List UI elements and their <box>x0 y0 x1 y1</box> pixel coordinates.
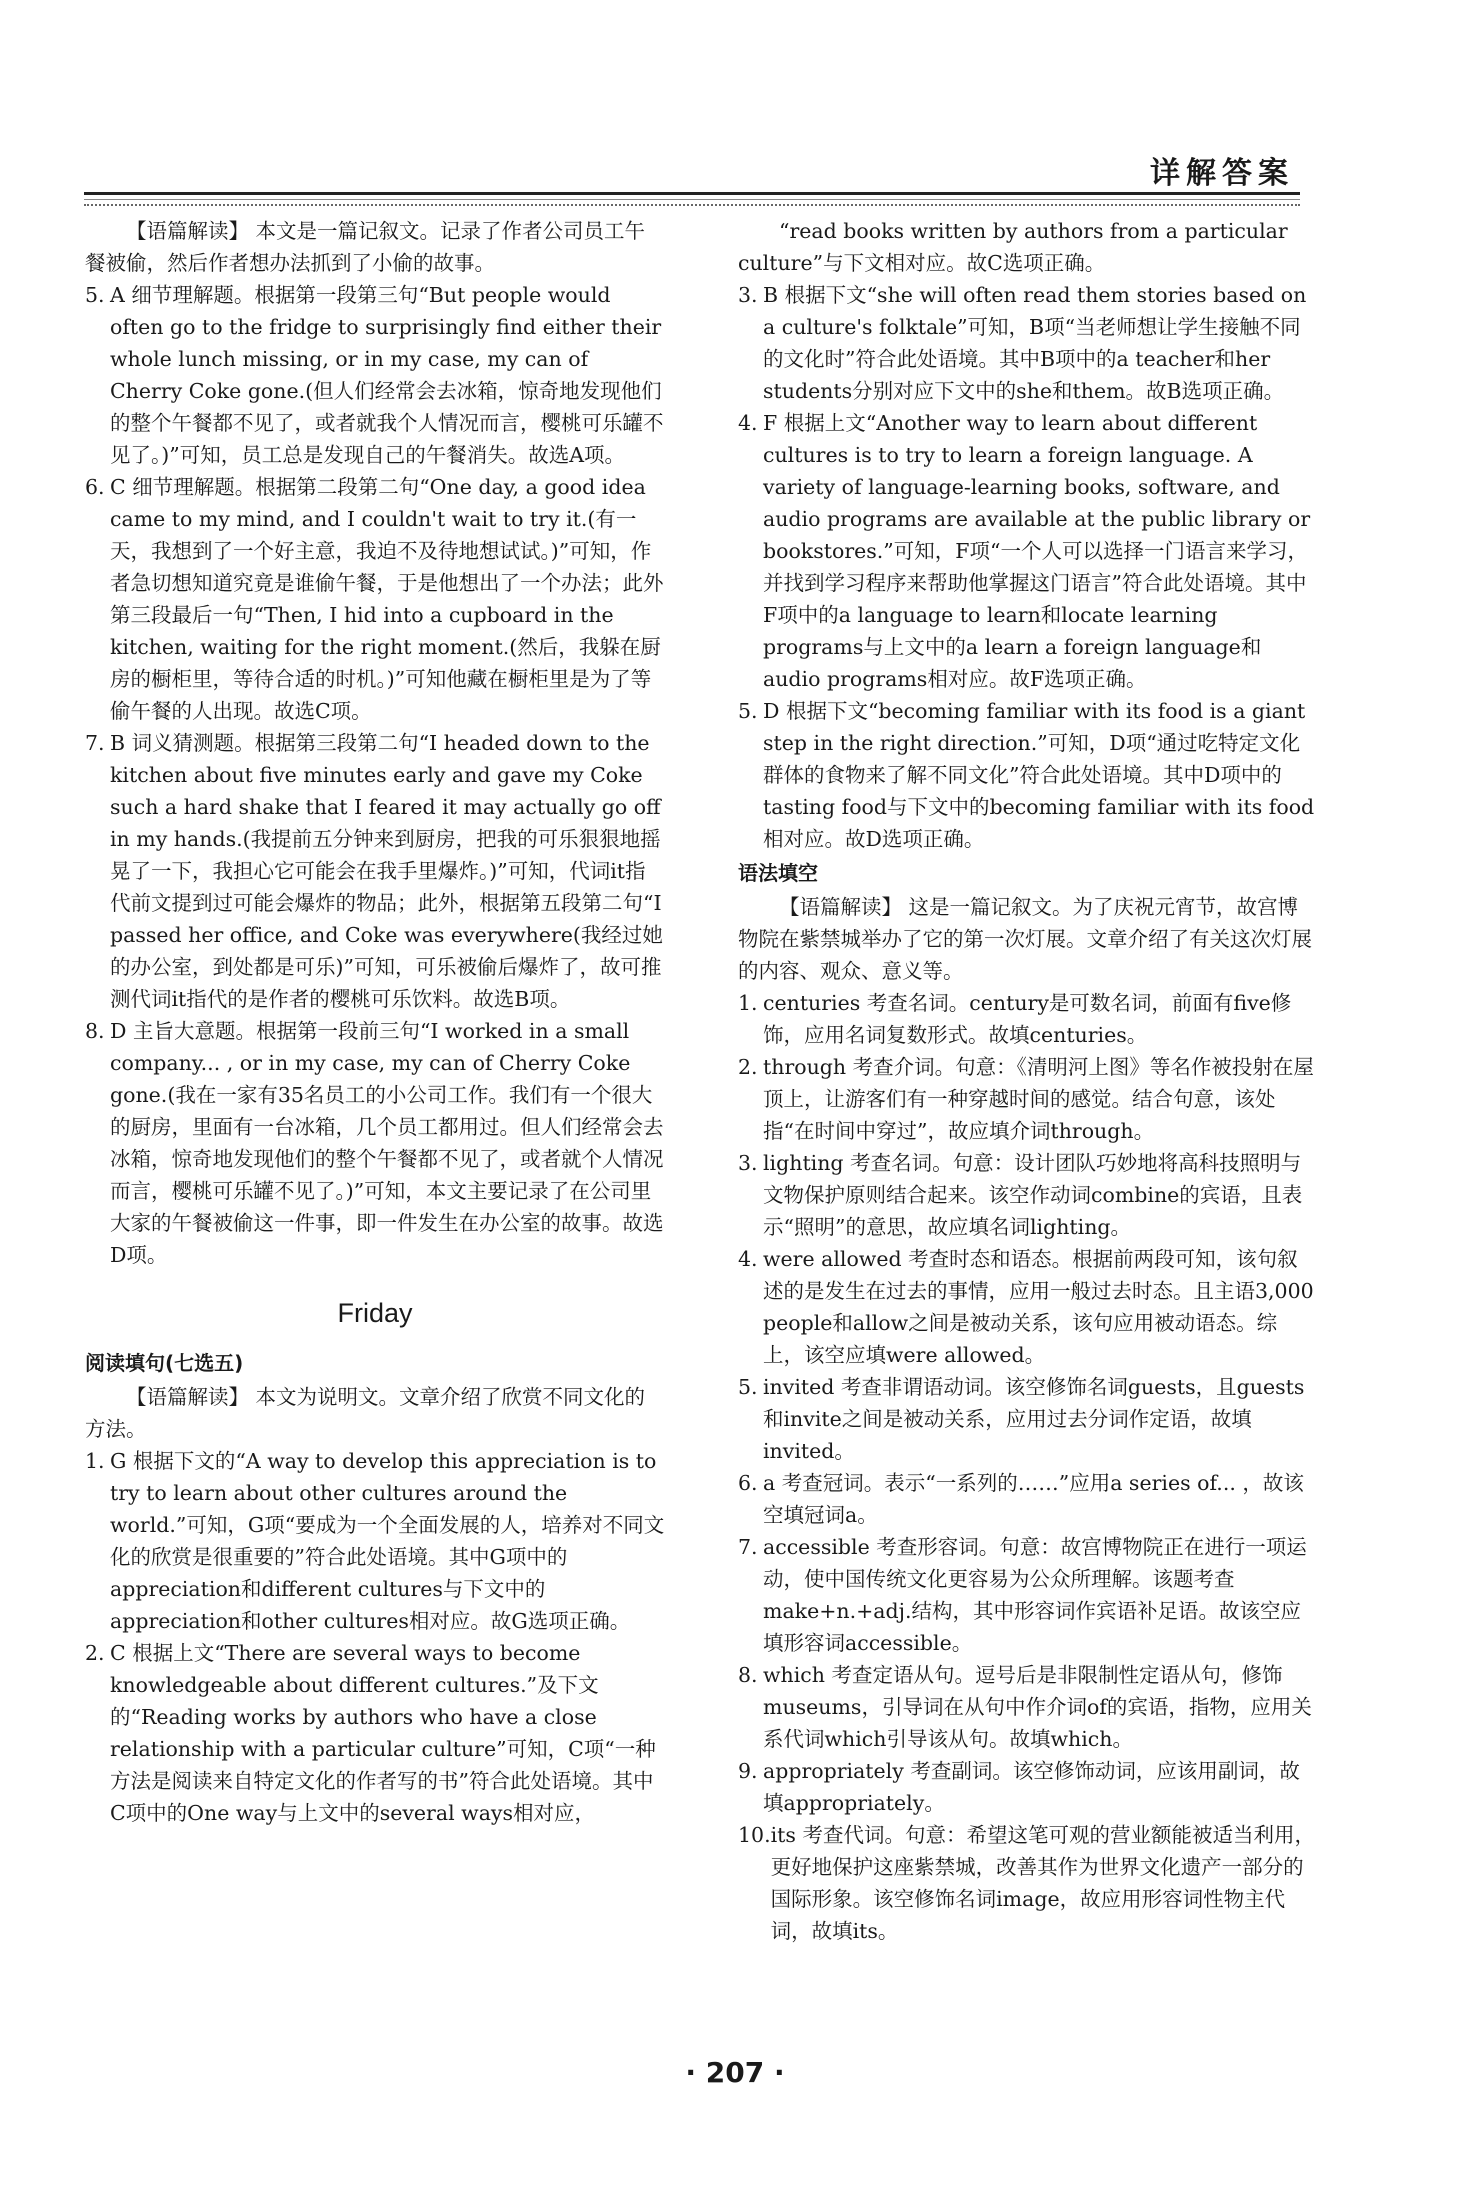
item-explanation: invited 考查非谓语动词。该空修饰名词guests，且guests和invite之间是被动关系，应用过去分词作定语，故填invited。 <box>763 1375 1305 1463</box>
item-explanation: were allowed 考查时态和语态。根据前两段可知，该句叙述的是发生在过去的事情，应用一般过去时态。且主语3,000 people和allow之间是被动关系，该句应用被动语态。综上，该空应填were allowed。 <box>763 1247 1314 1367</box>
answer-item <box>738 1531 1318 1659</box>
header-rule-thin <box>84 199 1300 200</box>
item-number: 9. <box>738 1759 758 1783</box>
item-explanation: B 根据下文“she will often read them stories based on a culture's folktale”可知，B项“当老师想让学生接触不同的文化时”符合此处语境。其中B项中的a teacher和her students分别对应下文中的she和them。故B选项正确。 <box>763 283 1307 403</box>
answer-list <box>85 279 665 1271</box>
item-explanation: D 主旨大意题。根据第一段前三句“I worked in a small company... , or in my case, my can of Cherry Coke gone.(我在一家有35名员工的小公司工作。我们有一个很大的厨房，里面有一台冰箱，几个员工都用过。但人们经常会去冰箱，惊奇地发现他们的整个午餐都不见了，或者就个人情况而言，樱桃可乐罐不见了。)”可知，本文主要记录了在公司里大家的午餐被偷这一件事，即一件发生在办公室的故事。故选D项。 <box>110 1019 664 1267</box>
item-explanation: accessible 考查形容词。句意：故宫博物院正在进行一项运动，使中国传统文化更容易为公众所理解。该题考查make+n.+adj.结构，其中形容词作宾语补足语。故该空应填形容词accessible。 <box>763 1535 1307 1655</box>
item-explanation: centuries 考查名词。century是可数名词，前面有five修饰，应用名词复数形式。故填centuries。 <box>763 991 1292 1047</box>
day-heading-friday: Friday <box>337 1298 413 1328</box>
item-number: 5. <box>738 699 758 723</box>
answer-item <box>85 1445 665 1637</box>
header-rule <box>84 192 1300 195</box>
item-number: 7. <box>738 1535 758 1559</box>
item-explanation: through 考查介词。句意：《清明河上图》等名作被投射在屋顶上，让游客们有一种穿越时间的感觉。结合句意，该处指“在时间中穿过”，故应填介词through。 <box>763 1055 1314 1143</box>
header-dotted-rule <box>84 204 1300 210</box>
item-explanation: D 根据下文“becoming familiar with its food is a giant step in the right direction.”可知，D项“通过吃特定文化群体的食物来了解不同文化”符合此处语境。其中D项中的tasting food与下文中的becoming familiar with its food相对应。故D选项正确。 <box>763 699 1315 851</box>
answer-item <box>85 1637 665 1829</box>
answer-item <box>85 727 665 1015</box>
item-explanation: G 根据下文的“A way to develop this appreciation is to try to learn about other cultures around the world.”可知，G项“要成为一个全面发展的人，培养对不同文化的欣赏是很重要的”符合此处语境。其中G项中的appreciation和different cultures与下文中的appreciation和other cultures相对应。故G选项正确。 <box>110 1449 665 1633</box>
answer-item <box>738 279 1318 407</box>
answer-list <box>85 1445 665 1829</box>
item-explanation: its 考查代词。句意：希望这笔可观的营业额能被适当利用，更好地保护这座紫禁城，改善其作为世界文化遗产一部分的国际形象。该空修饰名词image，故应用形容词性物主代词，故填its。 <box>770 1823 1315 1943</box>
answer-item <box>738 1467 1318 1531</box>
left-column <box>85 215 665 1829</box>
item-number: 8. <box>85 1019 105 1043</box>
item-number: 4. <box>738 411 758 435</box>
answer-item <box>738 1243 1318 1371</box>
answer-list <box>738 279 1318 855</box>
item-explanation: C 细节理解题。根据第二段第二句“One day, a good idea came to my mind, and I couldn't wait to try it.(有一天，我想到了一个好主意，我迫不及待地想试试。)”可知，作者急切想知道究竟是谁偷午餐，于是他想出了一个办法；此外第三段最后一句“Then, I hid into a cupboard in the kitchen, waiting for the right moment.(然后，我躲在厨房的橱柜里，等待合适的时机。)”可知他藏在橱柜里是为了等偷午餐的人出现。故选C项。 <box>110 475 664 723</box>
item-number: 7. <box>85 731 105 755</box>
item-number: 4. <box>738 1247 758 1271</box>
item-explanation: A 细节理解题。根据第一段第三句“But people would often go to the fridge to surprisingly find either their whole lunch missing, or in my case, my can of Cherry Coke gone.(但人们经常会去冰箱，惊奇地发现他们的整个午餐都不见了，或者就我个人情况而言，樱桃可乐罐不见了。)”可知，员工总是发现自己的午餐消失。故选A项。 <box>110 283 664 467</box>
item-number: 6. <box>738 1471 758 1495</box>
item-explanation: B 词义猜测题。根据第三段第二句“I headed down to the kitchen about five minutes early and gave my Coke such a hard shake that I feared it may actually go off in my hands.(我提前五分钟来到厨房，把我的可乐狠狠地摇晃了一下，我担心它可能会在我手里爆炸。)”可知，代词it指代前文提到过可能会爆炸的物品；此外，根据第五段第二句“I passed her office, and Coke was everywhere(我经过她的办公室，到处都是可乐)”可知，可乐被偷后爆炸了，故可推测代词it指代的是作者的樱桃可乐饮料。故选B项。 <box>110 731 663 1011</box>
answer-item <box>738 1051 1318 1147</box>
item-number: 3. <box>738 283 758 307</box>
answer-item <box>738 1147 1318 1243</box>
item-number: 2. <box>85 1641 105 1665</box>
item-explanation: which 考查定语从句。逗号后是非限制性定语从句，修饰museums，引导词在从句中作介词of的宾语，指物，应用关系代词which引导该从句。故填which。 <box>763 1663 1312 1751</box>
answer-item <box>85 1015 665 1271</box>
item-number: 1. <box>85 1449 105 1473</box>
answer-item <box>738 1371 1318 1467</box>
item-number: 10. <box>738 1823 771 1847</box>
item-number: 2. <box>738 1055 758 1079</box>
passage-intro: 【语篇解读】 本文是一篇记叙文。记录了作者公司员工午餐被偷，然后作者想办法抓到了小偷的故事。 <box>85 219 646 275</box>
answer-item <box>738 1755 1318 1819</box>
answer-item <box>738 1659 1318 1755</box>
answer-item <box>738 987 1318 1051</box>
item-number: 8. <box>738 1663 758 1687</box>
item-number: 3. <box>738 1151 758 1175</box>
passage-intro: 【语篇解读】 这是一篇记叙文。为了庆祝元宵节，故宫博物院在紫禁城举办了它的第一次灯展。文章介绍了有关这次灯展的内容、观众、意义等。 <box>738 895 1312 983</box>
item-number: 1. <box>738 991 758 1015</box>
passage-intro: 【语篇解读】 本文为说明文。文章介绍了欣赏不同文化的方法。 <box>85 1385 646 1441</box>
answer-item <box>85 471 665 727</box>
page-header-title: 详解答案 <box>1150 156 1294 191</box>
answer-list <box>738 987 1318 1947</box>
section-heading: 语法填空 <box>738 861 818 885</box>
item-explanation: F 根据上文“Another way to learn about different cultures is to try to learn a foreign language. A variety of language-learning books, software, and audio programs are available at the public library or bookstores.”可知，F项“一个人可以选择一门语言来学习，并找到学习程序来帮助他掌握这门语言”符合此处语境。其中F项中的a language to learn和locate learning programs与上文中的a learn a foreign language和audio programs相对应。故F选项正确。 <box>763 411 1311 691</box>
item-number: 5. <box>85 283 105 307</box>
answer-item <box>738 407 1318 695</box>
answer-item <box>738 695 1318 855</box>
right-column <box>738 215 1318 1947</box>
item-number: 6. <box>85 475 105 499</box>
item-number: 5. <box>738 1375 758 1399</box>
item-explanation: C 根据上文“There are several ways to become knowledgeable about different cultures.”及下文的“Reading works by authors who have a close relationship with a particular culture”可知，C项“一种方法是阅读来自特定文化的作者写的书”符合此处语境。其中C项中的One way与上文中的several ways相对应， <box>110 1641 656 1825</box>
section-heading: 阅读填句(七选五) <box>85 1351 244 1375</box>
answer-item <box>738 1819 1318 1947</box>
item-explanation: appropriately 考查副词。该空修饰动词，应该用副词，故填appropriately。 <box>763 1759 1300 1815</box>
continued-text: “read books written by authors from a particular culture”与下文相对应。故C选项正确。 <box>738 219 1288 275</box>
item-explanation: a 考查冠词。表示“一系列的……”应用a series of... ，故该空填冠词a。 <box>763 1471 1304 1527</box>
item-explanation: lighting 考查名词。句意：设计团队巧妙地将高科技照明与文物保护原则结合起来。该空作动词combine的宾语，且表示“照明”的意思，故应填名词lighting。 <box>763 1151 1303 1239</box>
answer-item <box>85 279 665 471</box>
page-number: · 207 · <box>685 2056 785 2089</box>
